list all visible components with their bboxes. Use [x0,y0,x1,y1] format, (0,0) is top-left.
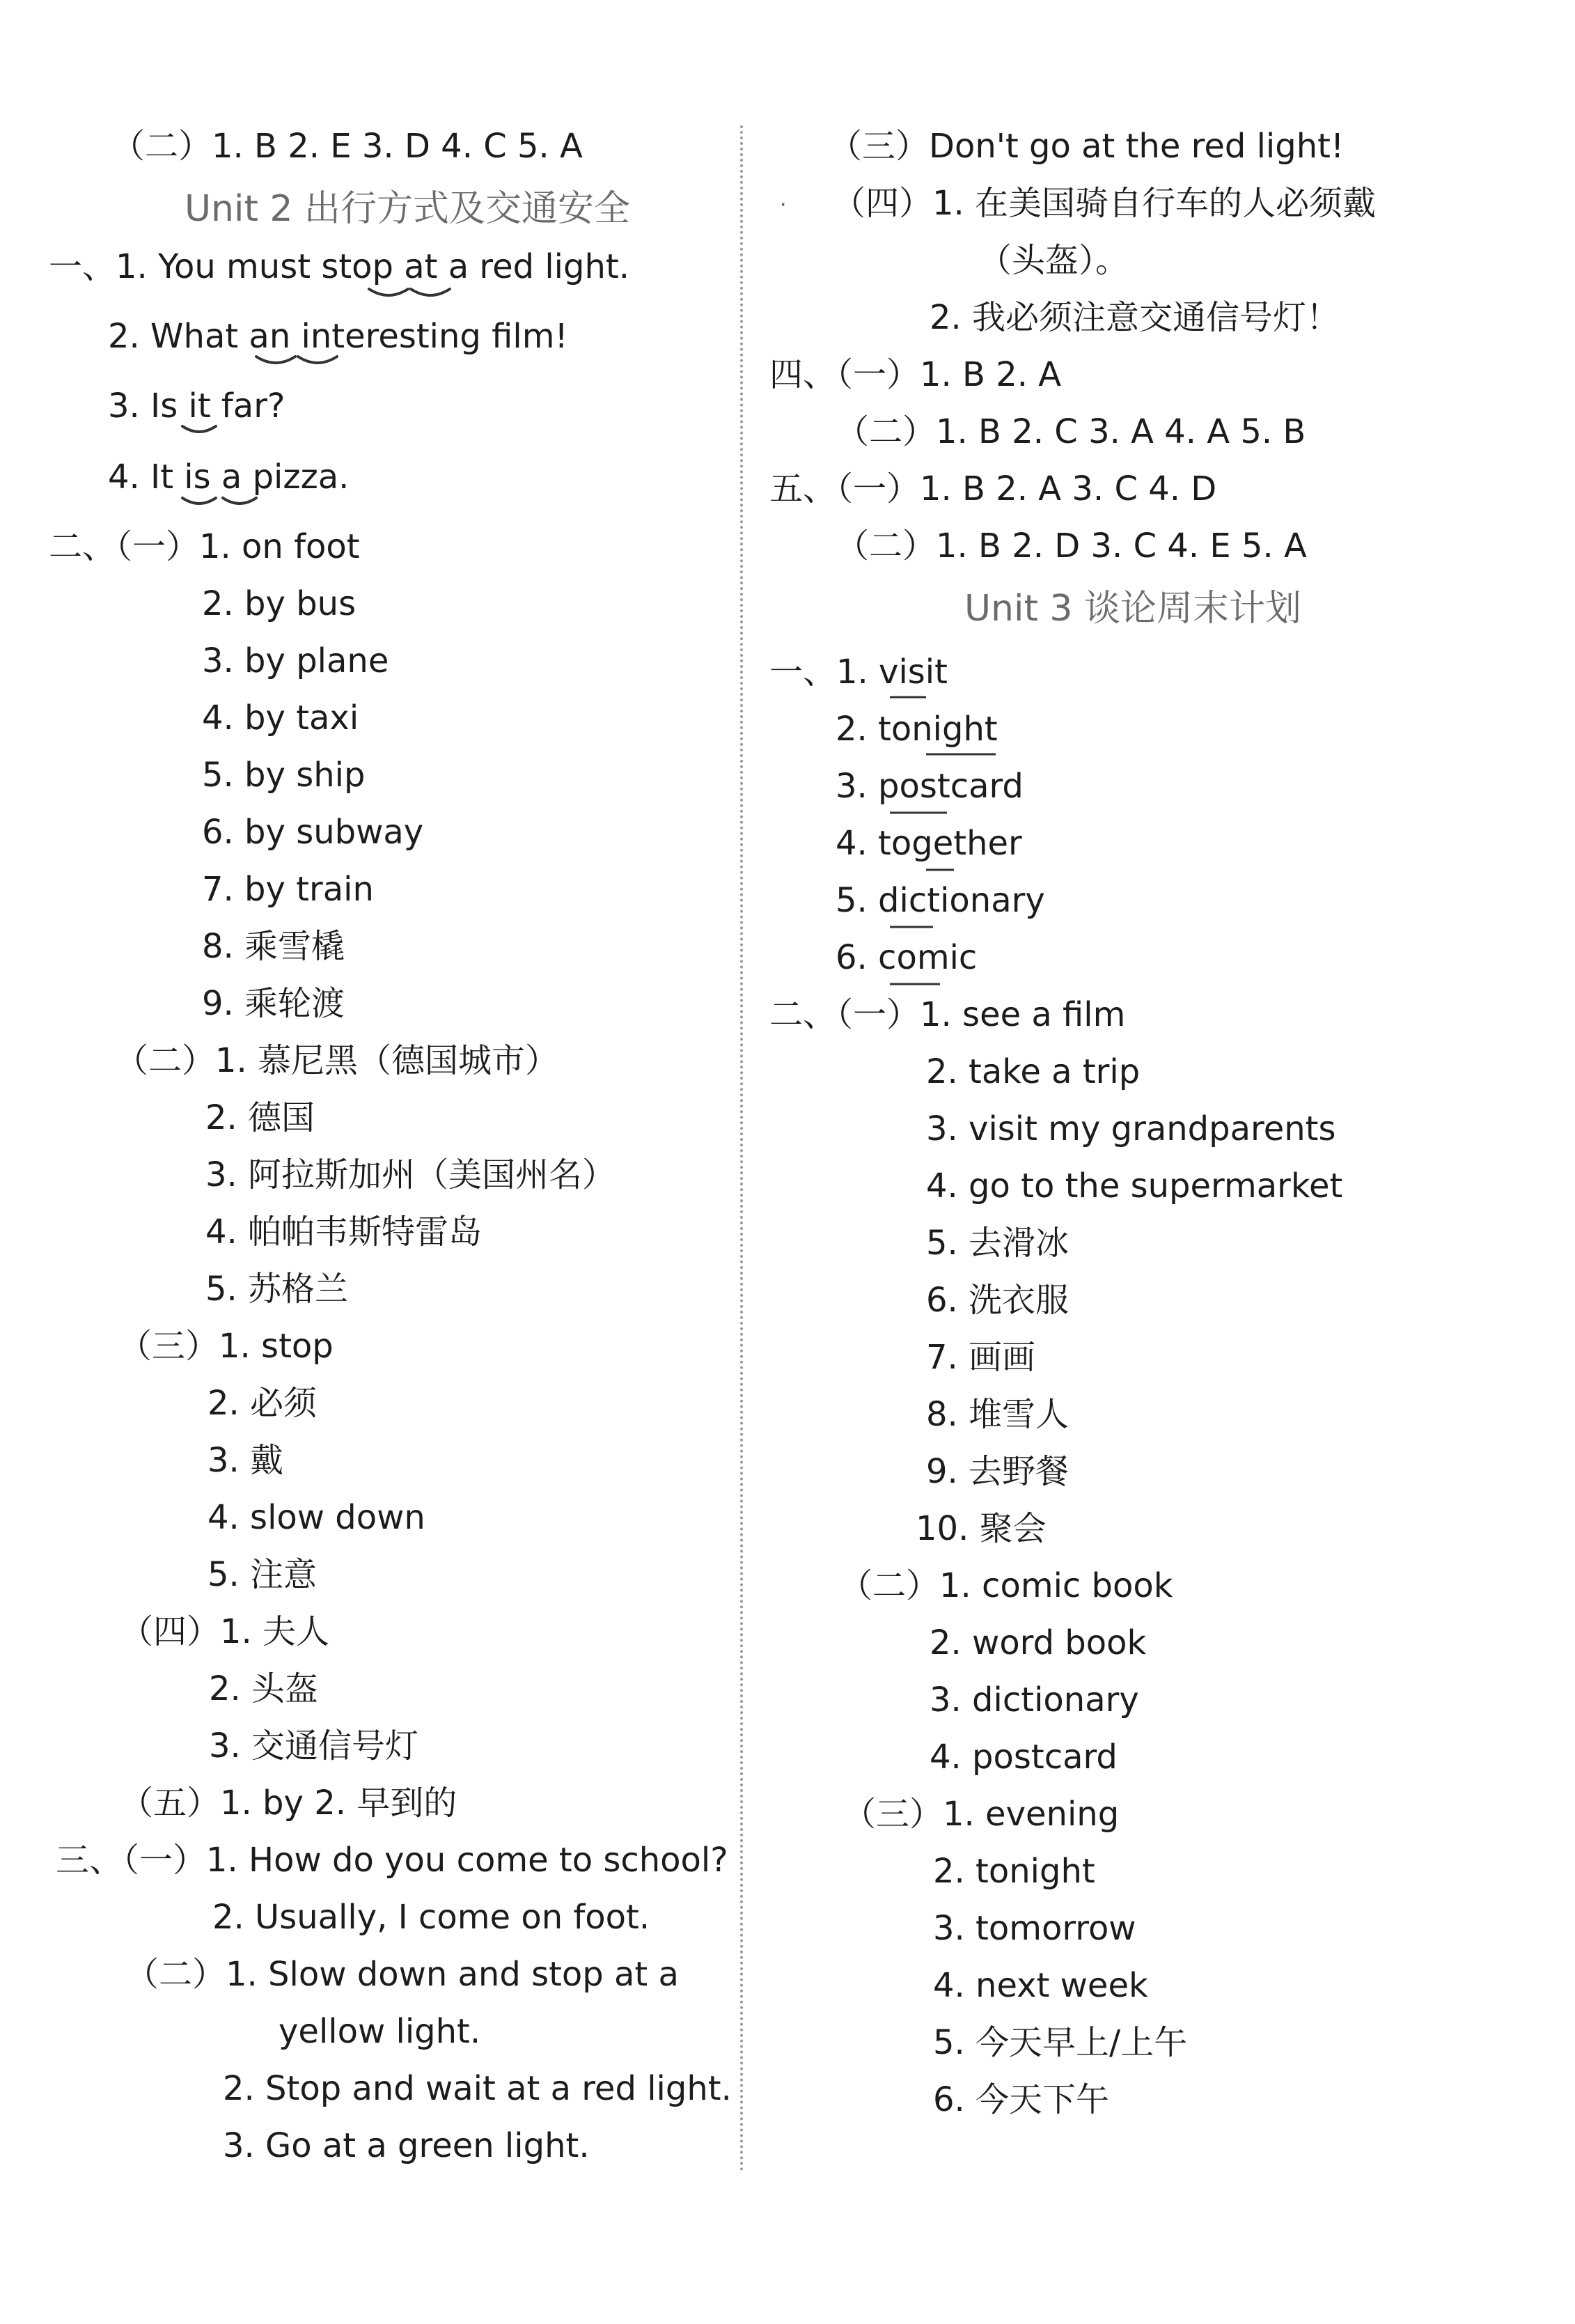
left-answer-line: 2. by bus [202,584,356,623]
left-answer-line: 2. Usually, I come on foot. [212,1898,650,1937]
left-answer-line: 2. What an interesting film! [108,317,568,356]
right-answer-line: 5. 今天早上/上午 [933,2023,1188,2062]
left-answer-line: yellow light. [279,2012,481,2051]
right-answer-line: （三）1. evening [843,1795,1120,1834]
left-answer-line: 3. Go at a green light. [223,2126,590,2165]
left-answer-line: 三、（一）1. How do you come to school? [56,1841,728,1880]
right-answer-line: （四）1. 在美国骑自行车的人必须戴 [832,184,1377,223]
unit-3-title: Unit 3 谈论周末计划 [964,588,1301,630]
left-answer-line: 3. 阿拉斯加州（美国州名） [205,1155,616,1194]
right-answer-line: （二）1. comic book [839,1566,1173,1605]
left-answer-line: 3. 戴 [207,1441,284,1480]
right-answer-line: 四、（一）1. B 2. A [769,355,1062,394]
right-answer-line: 2. tonight [933,1852,1095,1891]
liaison-mark [182,498,216,504]
right-answer-line: 2. word book [930,1623,1147,1662]
right-answer-line: 5. 去滑冰 [926,1224,1069,1263]
left-answer-line: 二、（一）1. on foot [49,527,360,566]
left-answer-line: 5. by ship [202,756,366,795]
left-answer-line: 4. It is a pizza. [108,458,350,497]
left-answer-line: 3. 交通信号灯 [209,1726,419,1765]
liaison-mark [223,498,256,504]
right-answer-line: 五、（一）1. B 2. A 3. C 4. D [769,469,1217,508]
right-answer-line: （头盔）。 [978,241,1129,280]
left-answer-line: 9. 乘轮渡 [202,984,345,1023]
right-answer-line: 2. take a trip [926,1052,1141,1091]
left-answer-line: 5. 苏格兰 [205,1270,349,1309]
right-answer-line: 2. 我必须注意交通信号灯！ [930,298,1340,337]
left-answer-line: 4. by taxi [202,699,359,738]
left-answer-line: 2. Stop and wait at a red light. [223,2069,732,2108]
left-answer-line: （二）1. B 2. E 3. D 4. C 5. A [111,127,583,166]
right-answer-line: 2. tonight [836,710,998,749]
left-answer-line: 3. Is it far? [108,387,285,426]
right-answer-line: 9. 去野餐 [926,1452,1069,1491]
left-answer-line: 4. slow down [207,1498,425,1537]
left-answer-line: 8. 乘雪橇 [202,927,345,966]
right-answer-line: 4. together [836,824,1022,863]
right-answer-line: 一、1. visit [769,653,948,692]
right-answer-line: 10. 聚会 [916,1509,1047,1548]
right-answer-line: 4. postcard [930,1738,1118,1777]
right-answer-line: 3. postcard [836,767,1024,806]
right-answer-line: （三）Don't go at the red light! [829,127,1345,166]
right-answer-line: （二）1. B 2. C 3. A 4. A 5. B [836,412,1306,451]
left-answer-line: （二）1. Slow down and stop at a [125,1955,679,1994]
left-answer-line: 2. 头盔 [209,1669,319,1708]
right-answer-line: 二、（一）1. see a film [769,995,1126,1034]
right-answer-line: 5. dictionary [836,881,1045,920]
left-answer-line: 7. by train [202,870,374,909]
right-answer-line: 4. go to the supermarket [926,1167,1343,1206]
left-answer-line: 2. 必须 [207,1384,318,1423]
right-answer-line: （二）1. B 2. D 3. C 4. E 5. A [836,527,1307,566]
right-answer-line: 3. visit my grandparents [926,1109,1336,1148]
right-answer-line: 4. next week [933,1966,1148,2005]
left-answer-line: 6. by subway [202,813,424,852]
liaison-mark [298,357,337,363]
right-answer-line: 6. 洗衣服 [926,1281,1069,1320]
right-answer-line: 6. comic [836,938,978,977]
left-answer-line: （五）1. by 2. 早到的 [120,1784,457,1823]
left-answer-line: （四）1. 夫人 [120,1612,330,1651]
left-answer-line: （二）1. 慕尼黑（德国城市） [115,1041,559,1080]
column-divider [740,125,743,2173]
right-answer-line: 7. 画画 [926,1338,1036,1377]
stray-dot: · [780,193,787,217]
right-answer-line: 3. tomorrow [933,1909,1136,1948]
left-answer-line: （三）1. stop [118,1327,334,1366]
right-answer-line: 3. dictionary [930,1680,1139,1719]
liaison-mark [369,289,408,295]
left-answer-line: 2. 德国 [205,1098,315,1137]
left-answer-line: 3. by plane [202,641,389,680]
left-answer-line: 5. 注意 [207,1555,318,1594]
unit-2-title: Unit 2 出行方式及交通安全 [185,188,630,230]
liaison-mark [411,289,450,295]
left-answer-line: 一、1. You must stop at a red light. [49,247,629,286]
left-answer-line: 4. 帕帕韦斯特雷岛 [205,1212,483,1251]
right-answer-line: 6. 今天下午 [933,2080,1110,2119]
liaison-mark [182,426,216,432]
liaison-mark [256,357,295,363]
right-answer-line: 8. 堆雪人 [926,1395,1069,1434]
